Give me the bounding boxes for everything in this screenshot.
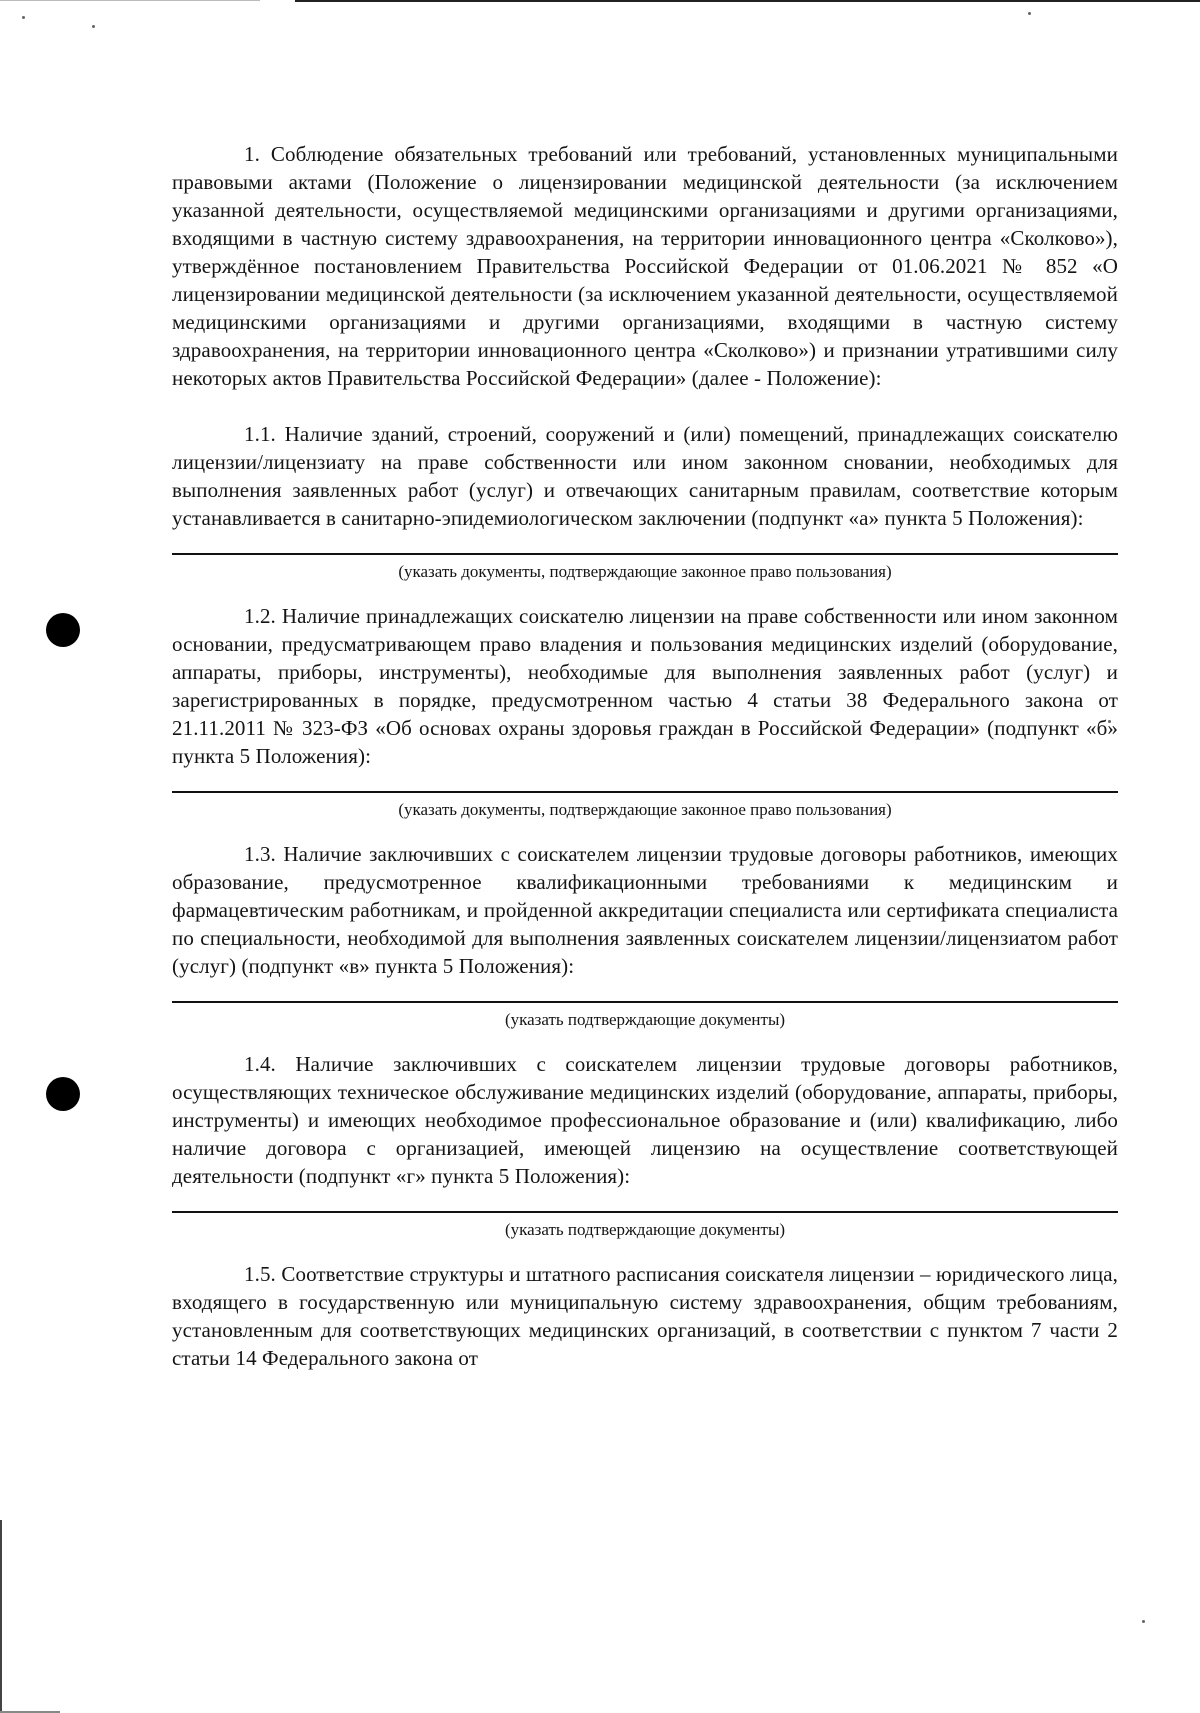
scan-speck — [92, 25, 95, 28]
fill-line — [172, 1001, 1118, 1003]
punch-hole-lower — [46, 1077, 80, 1111]
fill-caption: (указать документы, подтверждающие законное право пользования) — [398, 800, 892, 819]
scan-top-edge — [295, 0, 1200, 2]
scan-speck — [22, 16, 25, 19]
fill-line — [172, 791, 1118, 793]
fill-caption: (указать подтверждающие документы) — [504, 1010, 786, 1029]
scan-speck — [1028, 12, 1031, 15]
paragraph-1-2: 1.2. Наличие принадлежащих соискателю лицензии на праве собственности или ином законном основании, предусматривающем право владения и пользования медицинских изделий (оборудование, аппараты, приборы, инструменты), необходимые для выполнения заявленных работ (услуг) и зарегистрированных в порядке, предусмотренном частью 4 статьи 38 Федерального закона от 21.11.2011 № 323-ФЗ «Об основах охраны здоровья граждан в Российской Федерации» (подпункт «б» пункта 5 Положения): — [172, 604, 1118, 768]
punch-hole-upper — [46, 613, 80, 647]
scan-left-edge — [0, 1520, 2, 1713]
paragraph-1: 1. Соблюдение обязательных требований или требований, установленных муниципальными правовыми актами (Положение о лицензировании медицинской деятельности (за исключением указанной деятельности, осуществляемой медицинскими организациями и другими организациями, входящими в частную систему здравоохранения, на территории инновационного центра «Сколково»), утверждённое постановлением Правительства Российской Федерации от 01.06.2021 № 852 «О лицензировании медицинской деятельности (за исключением указанной деятельности, осуществляемой медицинскими организациями и другими организациями, входящими в частную систему здравоохранения, на территории инновационного центра «Сколково») и признании утратившими силу некоторых актов Правительства Российской Федерации» (далее - Положение): — [172, 142, 1118, 390]
paragraph-1-4: 1.4. Наличие заключивших с соискателем лицензии трудовые договоры работников, осуществляющих техническое обслуживание медицинских изделий (оборудование, аппараты, приборы, инструменты) и имеющих необходимое профессиональное образование и (или) квалификацию, либо наличие договора с организацией, имеющей лицензию на осуществление соответствующей деятельности (подпункт «г» пункта 5 Положения): — [172, 1052, 1118, 1188]
document-body — [172, 140, 1118, 1372]
fill-caption: (указать подтверждающие документы) — [504, 1220, 786, 1239]
fill-in-field-1-3[interactable] — [172, 1001, 1118, 1031]
paragraph-1-1: 1.1. Наличие зданий, строений, сооружений и (или) помещений, принадлежащих соискателю лицензии/лицензиату на праве собственности или ином законном сновании, необходимых для выполнения заявленных работ (услуг) и отвечающих санитарным правилам, соответствие которым устанавливается в санитарно-эпидемиологическом заключении (подпункт «а» пункта 5 Положения): — [172, 422, 1118, 530]
scan-speck — [1142, 1620, 1145, 1623]
fill-caption: (указать документы, подтверждающие законное право пользования) — [398, 562, 892, 581]
paragraph-1-3: 1.3. Наличие заключивших с соискателем лицензии трудовые договоры работников, имеющих образование, предусмотренное квалификационными требованиями к медицинским и фармацевтическим работникам, и пройденной аккредитации специалиста или сертификата специалиста по специальности, необходимой для выполнения заявленных соискателем лицензии/лицензиатом работ (услуг) (подпункт «в» пункта 5 Положения): — [172, 842, 1118, 978]
fill-line — [172, 1211, 1118, 1213]
fill-line — [172, 553, 1118, 555]
paragraph-1-5: 1.5. Соответствие структуры и штатного расписания соискателя лицензии – юридического лица, входящего в государственную или муниципальную систему здравоохранения, общим требованиям, установленным для соответствующих медицинских организаций, в соответствии с пунктом 7 части 2 статьи 14 Федерального закона от — [172, 1262, 1118, 1370]
scan-top-edge-left — [0, 0, 260, 1]
fill-in-field-1-4[interactable] — [172, 1211, 1118, 1241]
fill-in-field-1-2[interactable] — [172, 791, 1118, 821]
fill-in-field-1-1[interactable] — [172, 553, 1118, 583]
